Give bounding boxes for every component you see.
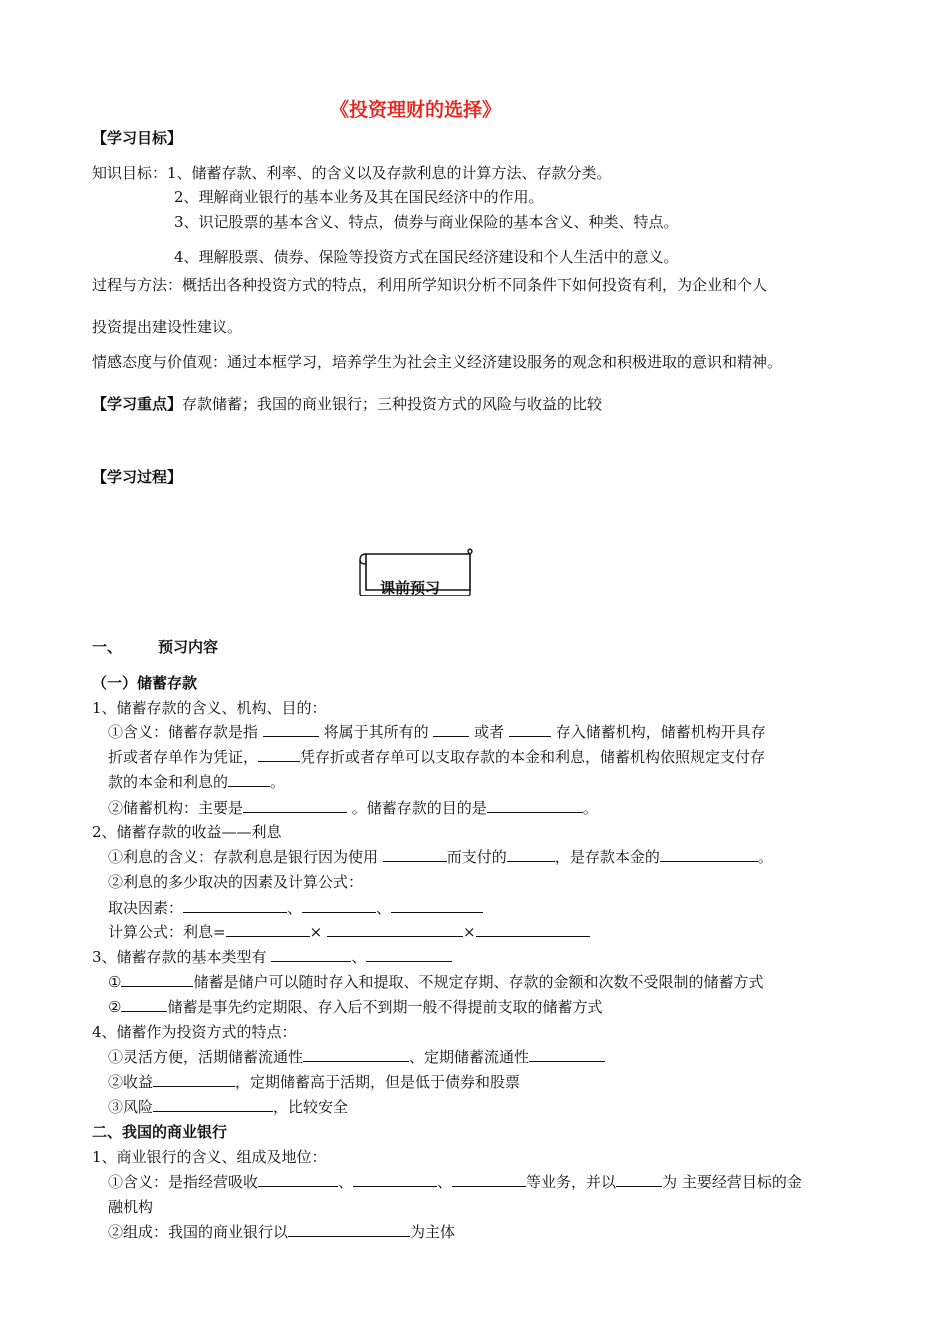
- focus-text: 存款储蓄；我国的商业银行；三种投资方式的风险与收益的比较: [182, 395, 603, 413]
- question-1-meaning-line-3: [108, 772, 285, 792]
- question-2: 2、储蓄存款的收益——利息: [92, 823, 282, 841]
- q1-text-11: 。: [582, 799, 598, 817]
- blank-bank-business-2[interactable]: [353, 1172, 437, 1187]
- blank-time-savings[interactable]: [121, 997, 167, 1012]
- goals-heading: 【学习目标】: [92, 129, 183, 147]
- blank-bank-goal[interactable]: [616, 1172, 662, 1187]
- q4-text-1: ①灵活方便，活期储蓄流通性: [108, 1048, 304, 1066]
- q4-text-6: ，比较安全: [273, 1098, 349, 1116]
- q3-text-5: ②: [108, 998, 122, 1016]
- bank-question-1-composition: [108, 1222, 455, 1242]
- question-4-liquidity: [108, 1047, 605, 1067]
- q4-text-3: ②收益: [108, 1073, 154, 1091]
- blank-time-liquidity[interactable]: [529, 1047, 605, 1062]
- question-4-return: [108, 1072, 520, 1092]
- q2-text-1: ①利息的含义：存款利息是银行因为使用: [108, 848, 379, 866]
- q1-text-6: 凭存折或者存单可以支取存款的本金和利息，储蓄机构依照规定支付存: [300, 748, 766, 766]
- q1-text-10: 。储蓄存款的目的是: [351, 799, 487, 817]
- bank-question-1-meaning: [108, 1172, 802, 1192]
- question-4: 4、储蓄作为投资方式的特点：: [92, 1023, 297, 1041]
- knowledge-goal-2: 2、理解商业银行的基本业务及其在国民经济中的作用。: [174, 188, 544, 206]
- blank-factor-1[interactable]: [183, 898, 287, 913]
- q1-text-4: 存入储蓄机构，储蓄机构开具存: [555, 723, 766, 741]
- blank-demand-savings[interactable]: [121, 972, 193, 987]
- blank-currency[interactable]: [509, 722, 551, 737]
- q3-text-2: 、: [351, 948, 367, 966]
- knowledge-goal-3: 3、识记股票的基本含义、特点，债券与商业保险的基本含义、种类、特点。: [174, 213, 679, 231]
- blank-demand-liquidity[interactable]: [303, 1047, 409, 1062]
- process-goal-line-2: 投资提出建设性建议。: [92, 318, 243, 336]
- b1-text-3: 、: [437, 1173, 453, 1191]
- blank-return[interactable]: [153, 1072, 235, 1087]
- question-3: [92, 947, 452, 967]
- question-2-factors-title: ②利息的多少取决的因素及计算公式：: [108, 873, 364, 891]
- q1-text-9: ②储蓄机构：主要是: [108, 799, 244, 817]
- section-two-heading: 二、我国的商业银行: [92, 1123, 228, 1141]
- q2-text-7: 、: [376, 899, 392, 917]
- q1-text-5: 折或者存单作为凭证，: [108, 748, 259, 766]
- question-1: 1、储蓄存款的含义、机构、目的：: [92, 699, 327, 717]
- blank-formula-2[interactable]: [327, 922, 463, 937]
- q2-text-8: 计算公式：利息=: [108, 923, 226, 941]
- blank-formula-1[interactable]: [226, 922, 310, 937]
- focus-heading: 【学习重点】: [92, 395, 183, 413]
- section-one-title: 预习内容: [158, 638, 219, 656]
- question-3-demand: [108, 972, 763, 992]
- attitude-goal: 情感态度与价值观：通过本框学习，培养学生为社会主义经济建设服务的观念和积极进取的意识和精神。: [92, 353, 783, 371]
- q3-text-6: 储蓄是事先约定期限、存入后不到期一般不得提前支取的储蓄方式: [167, 998, 603, 1016]
- q4-text-4: ，定期储蓄高于活期，但是低于债券和股票: [235, 1073, 521, 1091]
- focus-line: [92, 394, 602, 414]
- blank-institution[interactable]: [243, 798, 347, 813]
- q2-text-5: 取决因素：: [108, 899, 184, 917]
- question-4-risk: [108, 1097, 348, 1117]
- blank-type-1[interactable]: [271, 947, 351, 962]
- blank-holder[interactable]: [258, 747, 300, 762]
- b1-text-2: 、: [338, 1173, 354, 1191]
- question-2-meaning: [108, 847, 773, 867]
- bank-question-1-meaning-cont: 融机构: [108, 1198, 154, 1216]
- q3-text-3: ①: [108, 973, 122, 991]
- knowledge-goal-4: 4、理解股票、债券、保险等投资方式在国民经济建设和个人生活中的意义。: [174, 248, 679, 266]
- question-2-formula: [108, 922, 590, 942]
- preview-banner-label: 课前预习: [380, 579, 441, 597]
- question-1-meaning-line-2: [108, 747, 765, 767]
- q1-text-7: 款的本金和利息的: [108, 773, 229, 791]
- blank-formula-3[interactable]: [476, 922, 590, 937]
- blank-depositor[interactable]: [263, 722, 319, 737]
- blank-use-of-deposit[interactable]: [383, 847, 447, 862]
- q1-text-1: ①含义：储蓄存款是指: [108, 723, 259, 741]
- q3-text-4: 储蓄是储户可以随时存入和提取、不规定存期、存款的金额和次数不受限制的储蓄方式: [193, 973, 764, 991]
- question-1-meaning-line-1: [108, 722, 766, 742]
- blank-bank-main-body[interactable]: [288, 1222, 410, 1237]
- subsection-savings: （一）储蓄存款: [92, 674, 198, 692]
- blank-factor-3[interactable]: [391, 898, 483, 913]
- blank-principal-part[interactable]: [660, 847, 758, 862]
- blank-factor-2[interactable]: [302, 898, 376, 913]
- q2-text-6: 、: [287, 899, 303, 917]
- q2-text-9: ×: [309, 923, 323, 941]
- q1-text-3: 或者: [474, 723, 505, 741]
- b1-text-4: 等业务，并以: [526, 1173, 617, 1191]
- blank-type-2[interactable]: [366, 947, 452, 962]
- q4-text-5: ③风险: [108, 1098, 154, 1116]
- process-goal-line-1: 过程与方法：概括出各种投资方式的特点，利用所学知识分析不同条件下如何投资有利，为企业和个人: [92, 276, 768, 294]
- section-one-number: 一、: [92, 638, 123, 656]
- q3-text-1: 3、储蓄存款的基本类型有: [92, 948, 267, 966]
- q2-text-4: 。: [757, 848, 773, 866]
- blank-bank-business-3[interactable]: [452, 1172, 526, 1187]
- page-title: 《投资理财的选择》: [330, 99, 502, 121]
- question-3-time: [108, 997, 602, 1017]
- blank-risk[interactable]: [153, 1097, 273, 1112]
- question-2-factors: [108, 898, 483, 918]
- blank-remuneration[interactable]: [507, 847, 555, 862]
- process-heading: 【学习过程】: [92, 468, 183, 486]
- q4-text-2: 、定期储蓄流通性: [409, 1048, 530, 1066]
- knowledge-goal-1: 知识目标：1、储蓄存款、利率、的含义以及存款利息的计算方法、存款分类。: [92, 164, 612, 182]
- blank-money[interactable]: [433, 722, 469, 737]
- q2-text-10: ×: [462, 923, 476, 941]
- q1-text-2: 将属于其所有的: [323, 723, 429, 741]
- b1-text-6: ②组成：我国的商业银行以: [108, 1223, 289, 1241]
- b1-text-1: ①含义：是指经营吸收: [108, 1173, 259, 1191]
- b1-text-7: 为主体: [410, 1223, 456, 1241]
- question-1-institution: [108, 798, 598, 818]
- bank-question-1: 1、商业银行的含义、组成及地位：: [92, 1148, 327, 1166]
- q1-text-8: 。: [270, 773, 286, 791]
- blank-payment[interactable]: [228, 772, 270, 787]
- q2-text-2: 而支付的: [446, 848, 507, 866]
- blank-purpose[interactable]: [487, 798, 583, 813]
- q2-text-3: ，是存款本金的: [554, 848, 660, 866]
- b1-text-5: 为 主要经营目标的金: [662, 1173, 802, 1191]
- blank-bank-business-1[interactable]: [258, 1172, 338, 1187]
